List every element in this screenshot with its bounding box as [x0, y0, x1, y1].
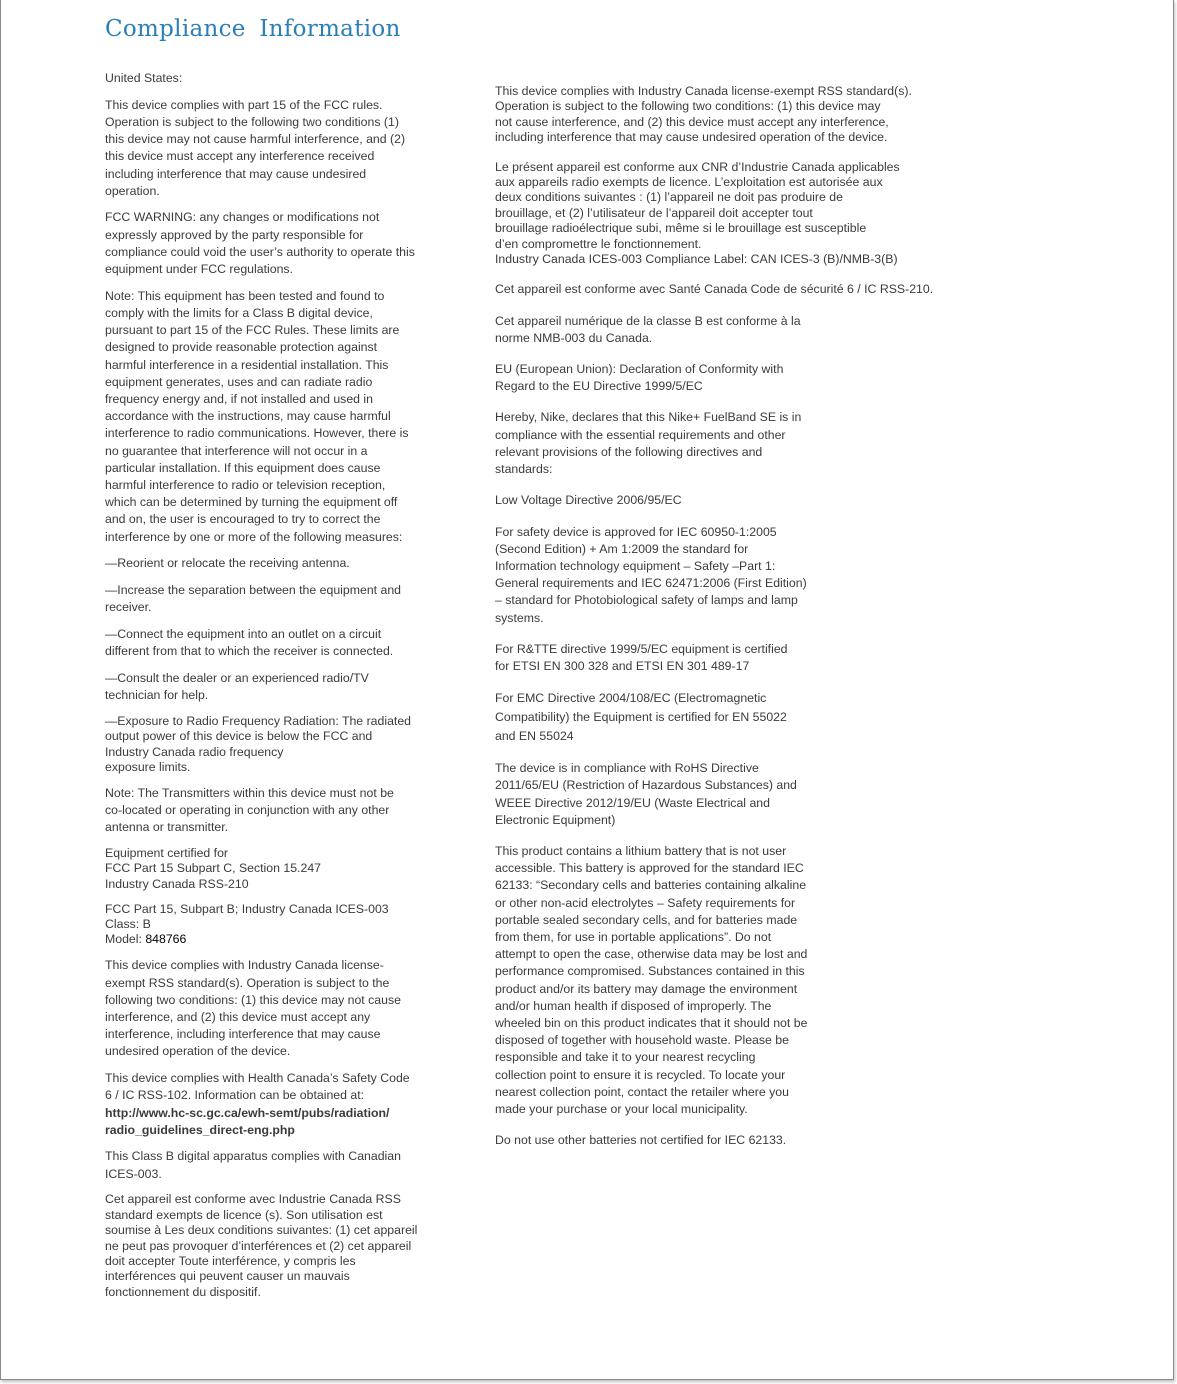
paragraph-model [105, 932, 445, 947]
paragraph-french-rss: Cet appareil est conforme avec Industrie Canada RSS standard exempts de licence (s). Son utilisation est soumise à Les deux conditions suivantes: (1) cet appareil ne peut pas provoquer d’interférences et (2) cet appareil doit accepter Toute interférence, y compris les interférences qui peuvent causer un mauvais fonctionnement du dispositif. [105, 1192, 418, 1299]
paragraph-equipment-certified: Equipment certified for FCC Part 15 Subpart C, Section 15.247 Industry Canada RSS-210 [105, 845, 321, 891]
paragraph-transmitters-note: Note: The Transmitters within this device must not be co-located or operating in conjunction with any other antenna or transmitter. [105, 785, 394, 835]
model-number: 848766 [145, 932, 187, 947]
paragraph-class-b-note: Note: This equipment has been tested and found to comply with the limits for a Class B digital device, pursuant to part 15 of the FCC Rules. These limits are designed to provide reasonable protection against harmful interference in a residential installation. This equipment generates, uses and can radiate radio frequency energy and, if not installed and used in accordance with the instructions, may cause harmful interference to radio communications. However, there is no guarantee that interference will not occur in a particular installation. If this equipment does cause harmful interference to radio or television reception, which can be determined by turning the equipment off and on, the user is encouraged to try to correct the interference by one or more of the following measures: [105, 288, 409, 544]
paragraph-rtte: For R&TTE directive 1999/5/EC equipment is certified for ETSI EN 300 328 and ETSI EN 301 489-17 [495, 641, 788, 673]
paragraph-nike-declaration: Hereby, Nike, declares that this Nike+ FuelBand SE is in compliance with the essential requirements and other relevant provisions of the following directives and standards: [495, 410, 802, 477]
paragraph-connect-outlet: —Connect the equipment into an outlet on a circuit different from that to which the receiver is connected. [105, 626, 394, 659]
paragraph-fcc-part15-subpart-b: FCC Part 15, Subpart B; Industry Canada ICES-003 Class: B [105, 901, 389, 932]
paragraph-french-cnr: Le présent appareil est conforme aux CNR d’Industrie Canada applicables aux appareils radio exempts de licence. L’exploitation est autorisée aux deux conditions suivantes : (1) l’appareil ne doit pas produire de brouillage, et (2) l’utilisateur de l’appareil doit accepter tout brouillage radioélectrique subi, même si le brouillage est susceptible d’en compromettre le fonctionnement. Industry Canada ICES-003 Compliance Label: CAN ICES-3 (B)/NMB-3(B) [495, 159, 900, 267]
paragraph-rohs: The device is in compliance with RoHS Directive 2011/65/EU (Restriction of Hazardous Substances) and WEEE Directive 2012/19/EU (Waste Electrical and Electronic Equipment) [495, 761, 797, 827]
paragraph-reorient: —Reorient or relocate the receiving antenna. [105, 556, 350, 571]
paragraph-eu-declaration: EU (European Union): Declaration of Conformity with Regard to the EU Directive 1999/5/EC [495, 362, 784, 394]
paragraph-ic-rss-standard: This device complies with Industry Canada license-exempt RSS standard(s). Operation is subject to the following two conditions: (1) this device may not cause interference, and (2) this device must accept any interference, including interference that may cause undesired operation of the device. [495, 84, 912, 145]
paragraph-sante-canada: Cet appareil est conforme avec Santé Canada Code de sécurité 6 / IC RSS-210. [495, 282, 934, 297]
page-title: Compliance Information [105, 16, 401, 42]
paragraph-nmb-003: Cet appareil numérique de la classe B est conforme à la norme NMB-003 du Canada. [495, 313, 801, 345]
paragraph-rf-exposure: —Exposure to Radio Frequency Radiation: The radiated output power of this device is below the FCC and Industry Canada radio frequency exposure limits. [105, 713, 412, 774]
paragraph-united-states: United States: [105, 71, 183, 85]
paragraph-ic-license-exempt: This device complies with Industry Canada license- exempt RSS standard(s). Operation is subject to the following two conditions: (1) this device may not cause interference, and (2) this device must accept any interference, including interference that may cause undesired operation of the device. [105, 958, 401, 1059]
health-canada-link[interactable]: http://www.hc-sc.gc.ca/ewh-semt/pubs/radiation/ radio_guidelines_direct-eng.php [105, 1105, 390, 1137]
paragraph-lithium-battery: This product contains a lithium battery that is not user accessible. This battery is approved for the standard IEC 62133: “Secondary cells and batteries containing alkaline or other non-acid electrolytes – Safety requirements for portable sealed secondary cells, and for batteries made from them, for use in portable applications”. Do not attempt to open the case, otherwise data may be lost and performance compromised. Substances contained in this product and/or its battery may damage the environment and/or human health if disposed of improperly. The wheeled bin on this product indicates that it should not be disposed of together with household waste. Please be responsible and take it to your nearest recycling collection point to ensure it is recycled. To locate your nearest collection point, contact the retailer where you made your purchase or your local municipality. [495, 843, 808, 1116]
paragraph-safety-iec: For safety device is approved for IEC 60950-1:2005 (Second Edition) + Am 1:2009 the standard for Information technology equipment – Safety –Part 1: General requirements and IEC 62471:2006 (First Edition) – standard for Photobiological safety of lamps and lamp systems. [495, 524, 807, 625]
paragraph-class-b-canada: This Class B digital apparatus complies with Canadian ICES-003. [105, 1149, 401, 1181]
model-label: Model: [105, 932, 146, 947]
left-column [105, 70, 445, 1310]
paragraph-consult-dealer: —Consult the dealer or an experienced radio/TV technician for help. [105, 670, 369, 702]
paragraph-low-voltage: Low Voltage Directive 2006/95/EC [495, 493, 682, 508]
paragraph-fcc-part15: This device complies with part 15 of the FCC rules. Operation is subject to the following two conditions (1) this device may not cause harmful interference, and (2) this device must accept any interference received including interference that may cause undesired operation. [105, 97, 406, 198]
paragraph-increase-separation: —Increase the separation between the equipment and receiver. [105, 582, 402, 615]
right-column [495, 84, 975, 1163]
paragraph-battery-warning: Do not use other batteries not certified for IEC 62133. [495, 1133, 787, 1148]
paragraph-health-canada: This device complies with Health Canada’s Safety Code 6 / IC RSS-102. Information can be obtained at: [105, 1071, 410, 1103]
paragraph-emc: For EMC Directive 2004/108/EC (Electromagnetic Compatibility) the Equipment is certified for EN 55022 and EN 55024 [495, 691, 787, 744]
paragraph-fcc-warning: FCC WARNING: any changes or modifications not expressly approved by the party responsible for compliance could void the user’s authority to operate this equipment under FCC regulations. [105, 210, 415, 277]
